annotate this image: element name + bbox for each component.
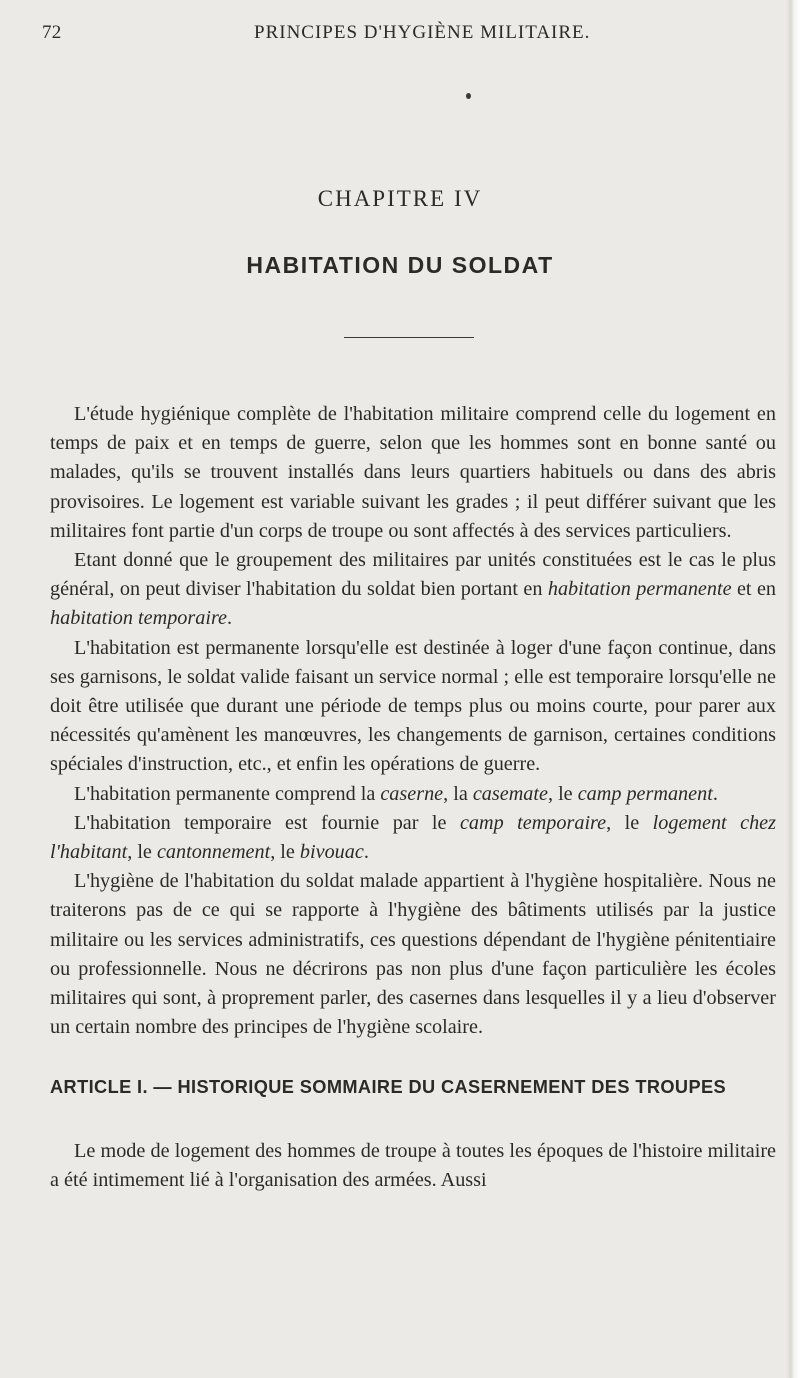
text-run: , le [606, 811, 653, 834]
italic-term: habitation permanente [547, 578, 732, 601]
text-run: . [712, 782, 718, 805]
chapter-number: CHAPITRE IV [317, 186, 483, 211]
italic-term: casemate [472, 782, 548, 805]
text-run: Etant donné que le groupement des militaires par unités constituées est le cas le plus général, on peut diviser l'habitation du soldat bien portant en [50, 549, 776, 601]
text-run: L'habitation permanente comprend la [74, 782, 381, 805]
italic-term: bivouac [299, 841, 364, 864]
text-run: . [227, 607, 233, 630]
body-paragraph [50, 780, 776, 809]
ink-dot [466, 93, 471, 99]
text-run: L'étude hygiénique complète de l'habitation militaire comprend celle du logement en temps de paix et en temps de guerre, selon que les hommes sont en bonne santé ou malades, qu'ils se trouvent installés dans leurs quartiers habituels ou dans des abris provisoires. Le logement est variable suivant les grades ; il peut différer suivant que les militaires font partie d'un corps de troupe ou sont affectés à des services particuliers. [50, 403, 776, 542]
article-body [50, 1137, 776, 1195]
text-run: . [363, 841, 369, 864]
page-number: 72 [42, 22, 62, 43]
running-title: PRINCIPES D'HYGIÈNE MILITAIRE. [254, 22, 591, 43]
section-rule [344, 337, 474, 338]
text-run: , le [270, 841, 300, 864]
italic-term: caserne [380, 782, 444, 805]
article-heading: ARTICLE I. — HISTORIQUE SOMMAIRE DU CASERNEMENT DES TROUPES [50, 1077, 727, 1097]
text-run: L'habitation est permanente lorsqu'elle est destinée à loger d'une façon continue, dans ses garnisons, le soldat valide faisant un service normal ; elle est temporaire lorsqu'elle ne doit être utilisée que durant une période de temps plus ou moins courte, pour parer aux nécessités qu'amènent les manœuvres, les changements de garnison, certaines conditions spéciales d'instruction, etc., et enfin les opérations de guerre. [50, 636, 776, 776]
body-paragraph [50, 400, 776, 546]
italic-term: camp temporaire [459, 811, 607, 834]
page-edge [786, 0, 800, 1378]
italic-term: habitation temporaire [50, 607, 228, 630]
running-head [42, 22, 762, 52]
text-run: , la [443, 782, 473, 805]
italic-term: camp permanent [577, 782, 713, 805]
chapter-title: HABITATION DU SOLDAT [246, 252, 554, 278]
body-paragraph [50, 546, 776, 634]
text-run: L'habitation temporaire est fournie par le [74, 811, 460, 834]
body-paragraph [50, 867, 776, 1042]
article-paragraph: Le mode de logement des hommes de troupe à toutes les époques de l'histoire militaire a été intimement lié à l'organisation des armées. Aussi [50, 1140, 776, 1192]
italic-term: cantonnement [156, 841, 271, 864]
chapter-body [50, 400, 776, 1042]
italic-term: logement chez l'habitant [50, 811, 777, 864]
text-run: , le [127, 841, 157, 864]
text-run: L'hygiène de l'habitation du soldat malade appartient à l'hygiène hospitalière. Nous ne traiterons pas de ce qui se rapporte à l'hygiène des bâtiments utilisés par la justice militaire ou les services administratifs, ces questions dépendant de l'hygiène pénitentiaire ou professionnelle. Nous ne décrirons pas non plus d'une façon particulière les écoles militaires qui sont, à proprement parler, des casernes dans lesquelles il y a lieu d'observer un certain nombre des principes de l'hygiène scolaire. [50, 870, 776, 1039]
text-run: et en [731, 578, 777, 601]
body-paragraph [50, 809, 776, 867]
body-paragraph [50, 634, 776, 780]
text-run: , le [547, 782, 578, 805]
